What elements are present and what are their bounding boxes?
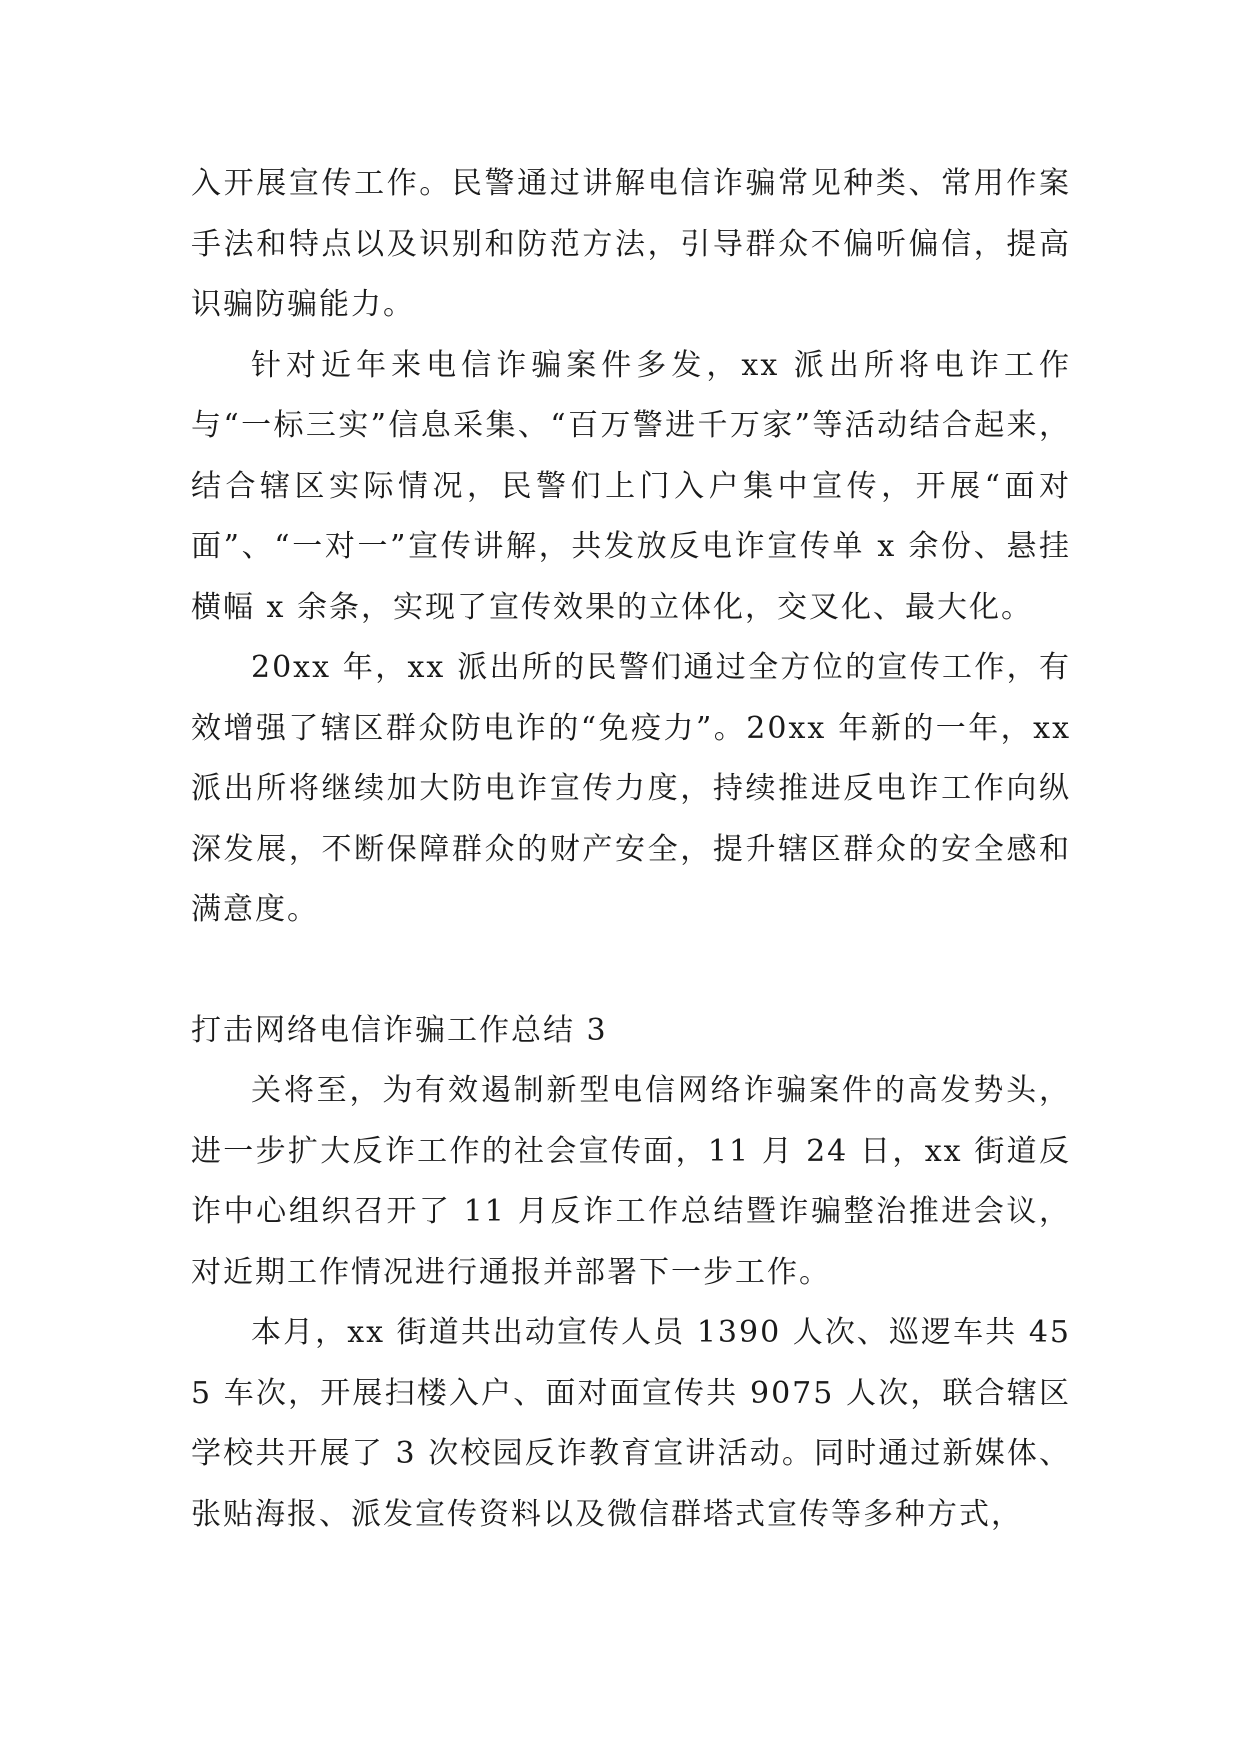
document-body: [191, 154, 1071, 1545]
paragraph-monthly-stats: 本月，xx 街道共出动宣传人员 1390 人次、巡逻车共 455 车次，开展扫楼入户、面对面宣传共 9075 人次，联合辖区学校共开展了 3 次校园反诈教育宣讲活动。同时通过新媒体、张贴海报、派发宣传资料以及微信群塔式宣传等多种方式，: [191, 1315, 1071, 1532]
paragraph-annual-summary: 20xx 年，xx 派出所的民警们通过全方位的宣传工作，有效增强了辖区群众防电诈的“免疫力”。20xx 年新的一年，xx 派出所将继续加大防电诈宣传力度，持续推进反电诈工作向纵深发展，不断保障群众的财产安全，提升辖区群众的安全感和满意度。: [191, 650, 1071, 927]
section-title: 打击网络电信诈骗工作总结 3: [191, 1012, 608, 1048]
paragraph-continuation: 入开展宣传工作。民警通过讲解电信诈骗常见种类、常用作案手法和特点以及识别和防范方法，引导群众不偏听偏信，提高识骗防骗能力。: [191, 166, 1071, 322]
paragraph-campaign-activities: 针对近年来电信诈骗案件多发，xx 派出所将电诈工作与“一标三实”信息采集、“百万警进千万家”等活动结合起来，结合辖区实际情况，民警们上门入户集中宣传，开展“面对面”、“一对一”宣传讲解，共发放反电诈宣传单 x 余份、悬挂横幅 x 余条，实现了宣传效果的立体化，交叉化、最大化。: [191, 347, 1071, 625]
paragraph-meeting: 关将至，为有效遏制新型电信网络诈骗案件的高发势头，进一步扩大反诈工作的社会宣传面，11 月 24 日，xx 街道反诈中心组织召开了 11 月反诈工作总结暨诈骗整治推进会议，对近期工作情况进行通报并部署下一步工作。: [191, 1073, 1071, 1290]
